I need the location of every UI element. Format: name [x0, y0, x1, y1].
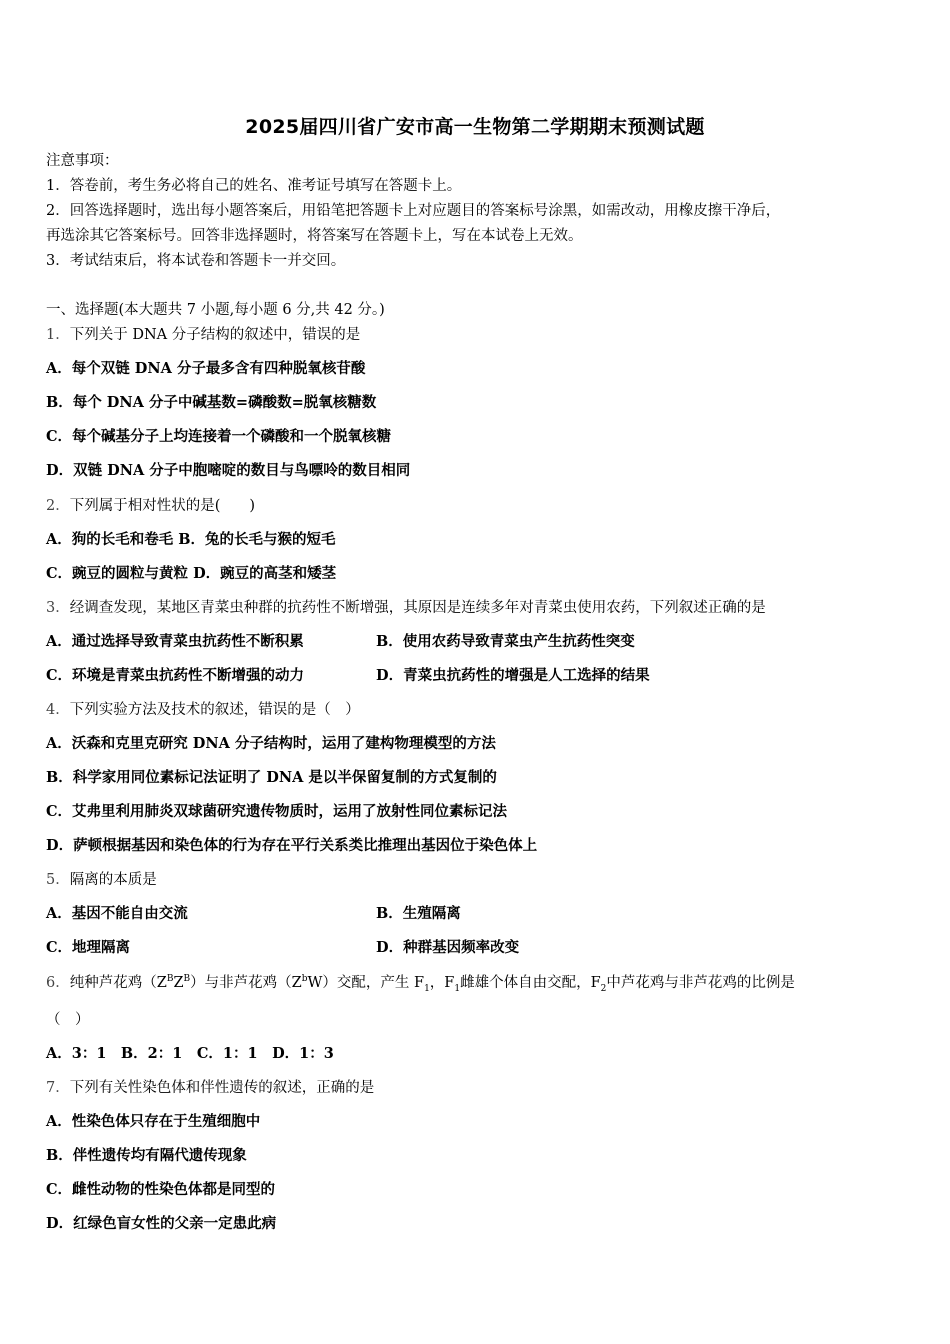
question-7-option-a[interactable]: A．性染色体只存在于生殖细胞中: [46, 1113, 261, 1130]
question-5-option-b[interactable]: B．生殖隔离: [376, 905, 461, 922]
question-3-row-2: [46, 666, 906, 686]
question-text: ）与非芦花鸡（Z: [190, 975, 302, 991]
question-text: 经调查发现，某地区青菜虫种群的抗药性不断增强，其原因是连续多年对青菜虫使用农药，下列叙述正确的是: [69, 600, 766, 616]
question-4-option-d[interactable]: D．萨顿根据基因和染色体的行为存在平行关系类比推理出基因位于染色体上: [46, 837, 538, 854]
question-number: 6．: [46, 975, 70, 991]
section-heading: 一、选择题(本大题共 7 小题,每小题 6 分,共 42 分。): [46, 302, 385, 318]
question-2-stem: [46, 496, 255, 516]
question-1-stem: [46, 325, 360, 345]
question-7-option-c[interactable]: C．雌性动物的性染色体都是同型的: [46, 1181, 276, 1198]
question-number: 7．: [46, 1080, 70, 1096]
question-1-option-c[interactable]: C．每个碱基分子上均连接着一个磷酸和一个脱氧核糖: [46, 428, 392, 445]
question-1-option-b[interactable]: B．每个 DNA 分子中碱基数=磷酸数=脱氧核糖数: [46, 394, 377, 411]
question-number: 3．: [46, 600, 70, 616]
question-text: 纯种芦花鸡（Z: [69, 975, 167, 991]
question-3-option-c[interactable]: C．环境是青菜虫抗药性不断增强的动力: [46, 667, 305, 684]
question-3-option-b[interactable]: B．使用农药导致青菜虫产生抗药性突变: [376, 633, 635, 650]
question-text: ，F: [429, 975, 455, 991]
question-number: 2．: [46, 498, 70, 514]
question-4-option-b[interactable]: B．科学家用同位素标记法证明了 DNA 是以半保留复制的方式复制的: [46, 769, 497, 786]
question-7-stem: [46, 1078, 374, 1098]
question-number: 5．: [46, 872, 70, 888]
question-5-option-a[interactable]: A．基因不能自由交流: [46, 905, 188, 922]
question-5-stem: [46, 870, 157, 890]
question-text: 隔离的本质是: [69, 872, 157, 888]
question-1-option-a[interactable]: A．每个双链 DNA 分子最多含有四种脱氧核苷酸: [46, 360, 366, 377]
question-text: 下列关于 DNA 分子结构的叙述中，错误的是: [69, 327, 361, 343]
question-text: 下列有关性染色体和伴性遗传的叙述，正确的是: [69, 1080, 375, 1096]
question-text: 雌雄个体自由交配，F: [460, 975, 601, 991]
question-5-row-1: [46, 904, 906, 924]
question-7-option-b[interactable]: B．伴性遗传均有隔代遗传现象: [46, 1147, 247, 1164]
question-text: 中芦花鸡与非芦花鸡的比例是: [606, 975, 795, 991]
question-1-option-d[interactable]: D．双链 DNA 分子中胞嘧啶的数目与鸟嘌呤的数目相同: [46, 462, 411, 479]
question-text: 下列实验方法及技术的叙述，错误的是（ ）: [69, 702, 360, 718]
notice-item-1: 1．答卷前，考生务必将自己的姓名、准考证号填写在答题卡上。: [46, 178, 462, 194]
question-3-stem: [46, 598, 766, 618]
question-3-option-d[interactable]: D．青菜虫抗药性的增强是人工选择的结果: [376, 667, 650, 684]
question-6-answer-paren: （ ）: [46, 1012, 90, 1028]
question-2-options-ab[interactable]: A．狗的长毛和卷毛 B．兔的长毛与猴的短毛: [46, 531, 336, 548]
question-4-option-c[interactable]: C．艾弗里利用肺炎双球菌研究遗传物质时，运用了放射性同位素标记法: [46, 803, 508, 820]
superscript: b: [301, 974, 308, 985]
question-2-options-cd[interactable]: C．豌豆的圆粒与黄粒 D．豌豆的高茎和矮茎: [46, 565, 337, 582]
question-6-options[interactable]: A．3：1 B．2：1 C．1：1 D．1：3: [46, 1045, 334, 1062]
page-title: 2025届四川省广安市高一生物第二学期期末预测试题: [245, 116, 705, 138]
notice-item-2-cont: 再选涂其它答案标号。回答非选择题时，将答案写在答题卡上，写在本试卷上无效。: [46, 228, 583, 244]
question-4-option-a[interactable]: A．沃森和克里克研究 DNA 分子结构时，运用了建构物理模型的方法: [46, 735, 496, 752]
superscript: B: [166, 974, 174, 985]
question-5-option-d[interactable]: D．种群基因频率改变: [376, 939, 520, 956]
question-3-option-a[interactable]: A．通过选择导致青菜虫抗药性不断积累: [46, 633, 304, 650]
notice-item-3: 3．考试结束后，将本试卷和答题卡一并交回。: [46, 253, 346, 269]
question-text: Z: [173, 975, 184, 991]
subscript: 2: [600, 983, 607, 994]
question-3-row-1: [46, 632, 906, 652]
notice-item-2: 2．回答选择题时，选出每小题答案后，用铅笔把答题卡上对应题目的答案标号涂黑，如需改动，用橡皮擦干净后，: [46, 203, 781, 219]
question-number: 4．: [46, 702, 70, 718]
notice-heading: 注意事项：: [46, 153, 119, 169]
question-6-stem: [46, 973, 795, 993]
question-text: W）交配，产生 F: [307, 975, 425, 991]
question-4-stem: [46, 700, 360, 720]
question-5-row-2: [46, 938, 906, 958]
question-number: 1．: [46, 327, 70, 343]
subscript: 1: [454, 983, 461, 994]
subscript: 1: [424, 983, 430, 994]
question-7-option-d[interactable]: D．红绿色盲女性的父亲一定患此病: [46, 1215, 277, 1232]
superscript: B: [183, 974, 191, 985]
question-5-option-c[interactable]: C．地理隔离: [46, 939, 131, 956]
question-text: 下列属于相对性状的是( ): [69, 498, 256, 514]
